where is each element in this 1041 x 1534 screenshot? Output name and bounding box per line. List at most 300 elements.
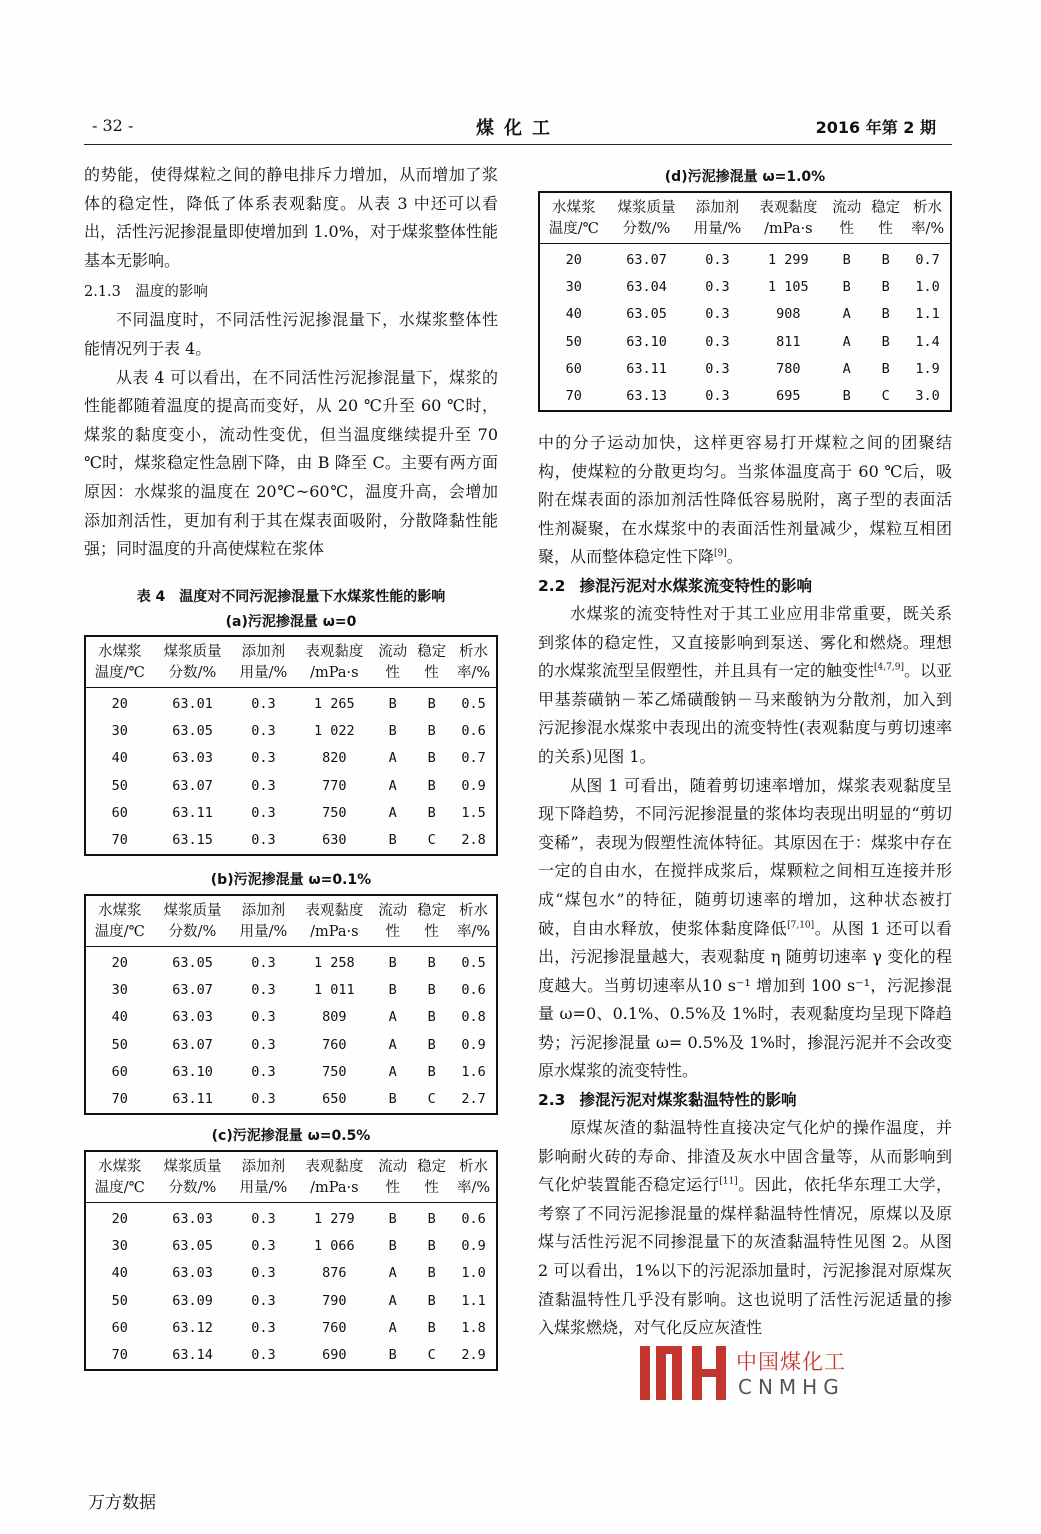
table-row bbox=[85, 1085, 497, 1113]
col-header: 率/% bbox=[451, 922, 497, 947]
col-header: 添加剂 bbox=[695, 200, 740, 216]
table-cell: B bbox=[427, 804, 436, 821]
table-cell: 0.3 bbox=[251, 750, 276, 767]
table-cell: 1 066 bbox=[314, 1237, 355, 1254]
table-cell: 0.5 bbox=[461, 954, 486, 971]
col-header: 用量/% bbox=[231, 922, 295, 947]
table-cell: 650 bbox=[322, 1091, 347, 1108]
col-header: 温度/℃ bbox=[85, 1178, 154, 1203]
table-cell: B bbox=[388, 1347, 397, 1364]
wanfang-watermark: 万方数据 bbox=[88, 1493, 156, 1513]
table-cell: 0.3 bbox=[251, 1091, 276, 1108]
table4a-title: (a)污泥掺混量 ω=0 bbox=[225, 614, 357, 630]
table-cell: 0.3 bbox=[705, 306, 730, 323]
col-header: 用量/% bbox=[685, 219, 749, 244]
table-cell: B bbox=[427, 777, 436, 794]
table-cell: 750 bbox=[322, 1063, 347, 1080]
table-cell: 0.3 bbox=[251, 722, 276, 739]
table-cell: 70 bbox=[111, 1091, 128, 1108]
table-cell: B bbox=[388, 981, 397, 998]
table-row bbox=[85, 717, 497, 744]
table-cell: 0.3 bbox=[251, 1319, 276, 1336]
table-cell: 40 bbox=[111, 1265, 128, 1282]
col-header: 流动 bbox=[378, 1159, 408, 1175]
table-cell: 20 bbox=[111, 1210, 128, 1227]
table-cell: 1.1 bbox=[461, 1292, 486, 1309]
table-cell: B bbox=[842, 278, 851, 295]
table-header-row bbox=[539, 192, 951, 219]
table-cell: 30 bbox=[111, 722, 128, 739]
table-row bbox=[85, 1232, 497, 1259]
col-header: 煤浆质量 bbox=[163, 644, 222, 660]
col-header: 率/% bbox=[451, 663, 497, 688]
table-cell: A bbox=[388, 750, 397, 767]
table-cell: 0.7 bbox=[461, 750, 486, 767]
col-header: 流动 bbox=[832, 200, 862, 216]
col-header: 稳定 bbox=[417, 644, 447, 660]
table-cell: 820 bbox=[322, 750, 347, 767]
table-body bbox=[85, 1203, 497, 1370]
table-cell: 63.05 bbox=[172, 1237, 213, 1254]
table-cell: 1.4 bbox=[915, 333, 940, 350]
cnmhg-logo bbox=[638, 1342, 848, 1404]
col-header: 性 bbox=[412, 922, 451, 947]
col-header: 水煤浆 bbox=[98, 644, 142, 660]
table-cell: 0.3 bbox=[251, 1036, 276, 1053]
col-header: 性 bbox=[373, 663, 412, 688]
table-cell: 0.3 bbox=[251, 1265, 276, 1282]
table-cell: 0.3 bbox=[251, 1292, 276, 1309]
citation: [4,7,9] bbox=[874, 662, 904, 673]
col-header: 分数/% bbox=[154, 922, 232, 947]
table-cell: B bbox=[388, 722, 397, 739]
table4a-block bbox=[84, 611, 498, 856]
table-cell: B bbox=[842, 251, 851, 268]
table-row bbox=[85, 1314, 497, 1341]
table-cell: 63.05 bbox=[172, 954, 213, 971]
left-paragraph-2: 不同温度时，不同活性污泥掺混量下，水煤浆整体性能情况列于表 4。 bbox=[84, 310, 498, 358]
text-run: 原煤灰渣的黏温特性直接决定气化炉的操作温度，并影响耐火砖的寿命、排渣及灰水中固含量等，从而影响到气化炉装置能否稳定运行 bbox=[538, 1118, 952, 1195]
col-header: 煤浆质量 bbox=[163, 903, 222, 919]
table-row bbox=[85, 1203, 497, 1233]
col-header: 温度/℃ bbox=[539, 219, 608, 244]
table-cell: 0.6 bbox=[461, 1210, 486, 1227]
table-row bbox=[85, 976, 497, 1003]
table-cell: 63.07 bbox=[172, 981, 213, 998]
table-cell: A bbox=[388, 1265, 397, 1282]
table-cell: 0.3 bbox=[705, 333, 730, 350]
col-header: 水煤浆 bbox=[552, 200, 596, 216]
table-cell: 0.3 bbox=[251, 1347, 276, 1364]
table-cell: 70 bbox=[111, 832, 128, 849]
table-cell: 63.03 bbox=[172, 1009, 213, 1026]
table-cell: 0.3 bbox=[251, 695, 276, 712]
table-cell: 2.7 bbox=[461, 1091, 486, 1108]
col-header: 温度/℃ bbox=[85, 922, 154, 947]
table4c-block bbox=[84, 1125, 498, 1371]
issue-label: 2016 年第 2 期 bbox=[815, 118, 936, 137]
table-header-row bbox=[85, 895, 497, 922]
table-cell: 0.6 bbox=[461, 722, 486, 739]
table-cell: 63.05 bbox=[172, 722, 213, 739]
col-header: 分数/% bbox=[154, 1178, 232, 1203]
table-cell: C bbox=[427, 1091, 436, 1108]
table-cell: 20 bbox=[111, 695, 128, 712]
table-cell: 20 bbox=[111, 954, 128, 971]
table-cell: 630 bbox=[322, 832, 347, 849]
table-cell: 0.3 bbox=[251, 1210, 276, 1227]
col-header: 表观黏度 bbox=[305, 1159, 364, 1175]
table-cell: A bbox=[842, 333, 851, 350]
table4d-block bbox=[538, 166, 952, 412]
section-2-1-3-heading: 2.1.3 温度的影响 bbox=[84, 284, 208, 301]
citation: [9] bbox=[714, 549, 727, 560]
table-cell: 63.03 bbox=[172, 1210, 213, 1227]
table-cell: B bbox=[881, 360, 890, 377]
table-cell: B bbox=[427, 695, 436, 712]
table-cell: 0.3 bbox=[251, 1237, 276, 1254]
table-cell: 50 bbox=[565, 333, 582, 350]
col-header: 表观黏度 bbox=[305, 903, 364, 919]
table4-caption-block bbox=[84, 586, 498, 606]
col-header: 稳定 bbox=[417, 903, 447, 919]
col-header: 析水 bbox=[459, 903, 489, 919]
table-cell: 63.07 bbox=[172, 1036, 213, 1053]
table-cell: A bbox=[388, 804, 397, 821]
col-header: 分数/% bbox=[608, 219, 686, 244]
table-row bbox=[85, 1058, 497, 1085]
table-cell: B bbox=[427, 1009, 436, 1026]
col-header: 水煤浆 bbox=[98, 1159, 142, 1175]
table-cell: 20 bbox=[565, 251, 582, 268]
table-cell: C bbox=[427, 1347, 436, 1364]
table-cell: A bbox=[388, 1319, 397, 1336]
col-header: 性 bbox=[373, 922, 412, 947]
table-cell: 809 bbox=[322, 1009, 347, 1026]
table-header-row bbox=[85, 636, 497, 663]
col-header: 流动 bbox=[378, 644, 408, 660]
col-header: 析水 bbox=[459, 1159, 489, 1175]
table-cell: A bbox=[388, 777, 397, 794]
col-header: /mPa·s bbox=[749, 219, 827, 244]
section-2-3-heading bbox=[538, 1086, 952, 1114]
text-run: 。 bbox=[726, 547, 743, 567]
table-cell: B bbox=[427, 750, 436, 767]
table-cell: 0.9 bbox=[461, 1036, 486, 1053]
table-row bbox=[85, 947, 497, 977]
table-cell: 2.8 bbox=[461, 832, 486, 849]
col-header: 用量/% bbox=[231, 1178, 295, 1203]
col-header: 表观黏度 bbox=[305, 644, 364, 660]
table-cell: B bbox=[881, 251, 890, 268]
table-cell: 63.14 bbox=[172, 1347, 213, 1364]
col-header: 性 bbox=[866, 219, 905, 244]
table-row bbox=[539, 382, 951, 410]
table-cell: 63.12 bbox=[172, 1319, 213, 1336]
table-cell: 40 bbox=[111, 750, 128, 767]
table-cell: 63.01 bbox=[172, 695, 213, 712]
running-header bbox=[84, 112, 952, 142]
table-header-row bbox=[85, 922, 497, 947]
col-header: 添加剂 bbox=[241, 1159, 286, 1175]
table-body bbox=[85, 688, 497, 855]
table-cell: 63.10 bbox=[626, 333, 667, 350]
table-cell: 40 bbox=[565, 306, 582, 323]
col-header: 流动 bbox=[378, 903, 408, 919]
table-cell: 1.0 bbox=[461, 1265, 486, 1282]
table4c bbox=[84, 1150, 498, 1371]
table-cell: B bbox=[881, 278, 890, 295]
table-row bbox=[85, 745, 497, 772]
col-header: 率/% bbox=[451, 1178, 497, 1203]
table-cell: A bbox=[388, 1063, 397, 1080]
table-cell: B bbox=[881, 306, 890, 323]
table-cell: 3.0 bbox=[915, 388, 940, 405]
table-cell: 70 bbox=[565, 388, 582, 405]
page-number: - 32 - bbox=[92, 116, 134, 135]
table-row bbox=[85, 1260, 497, 1287]
col-header: 析水 bbox=[459, 644, 489, 660]
right-paragraph-4 bbox=[538, 1114, 952, 1343]
header-rule bbox=[84, 144, 952, 145]
col-header: 性 bbox=[373, 1178, 412, 1203]
col-header: 水煤浆 bbox=[98, 903, 142, 919]
table-cell: 50 bbox=[111, 1036, 128, 1053]
table-cell: 1.5 bbox=[461, 804, 486, 821]
section-2-2-heading bbox=[538, 572, 952, 600]
journal-title: 煤化工 bbox=[476, 118, 560, 139]
table-cell: B bbox=[842, 388, 851, 405]
text-run: 水煤浆的流变特性对于其工业应用非常重要，既关系到浆体的稳定性，又直接影响到泵送、雾化和燃烧。理想的水煤浆流型呈假塑性，并且具有一定的触变性 bbox=[538, 603, 952, 681]
table-cell: B bbox=[427, 1237, 436, 1254]
table-cell: 50 bbox=[111, 1292, 128, 1309]
table-cell: B bbox=[388, 1210, 397, 1227]
table-cell: 780 bbox=[776, 360, 801, 377]
text-run: 。从图 1 还可以看出，污泥掺混量越大，表观黏度 η 随剪切速率 γ 变化的程度越大。当剪切速率从10 s⁻¹ 增加到 100 s⁻¹，污泥掺混量 ω=0、0.1%、0.5%及 1%时，表观黏度均呈现下降趋势；污泥掺混量 ω= 0.5%及 1%时，掺混污泥并不会改变原水煤浆的流变特性。 bbox=[538, 918, 952, 1081]
right-paragraph-2 bbox=[538, 600, 952, 772]
table-cell: B bbox=[388, 832, 397, 849]
table-cell: 1 299 bbox=[768, 251, 809, 268]
table-cell: 40 bbox=[111, 1009, 128, 1026]
table-cell: 1 279 bbox=[314, 1210, 355, 1227]
table4a bbox=[84, 635, 498, 856]
table-cell: 60 bbox=[111, 804, 128, 821]
table-cell: B bbox=[427, 1292, 436, 1309]
table-cell: 0.3 bbox=[705, 251, 730, 268]
table-cell: 63.09 bbox=[172, 1292, 213, 1309]
table-cell: 0.3 bbox=[705, 360, 730, 377]
table-cell: 63.11 bbox=[172, 1091, 213, 1108]
table-cell: 0.9 bbox=[461, 1237, 486, 1254]
table-cell: 908 bbox=[776, 306, 801, 323]
table-cell: B bbox=[427, 1210, 436, 1227]
table-cell: C bbox=[427, 832, 436, 849]
table-cell: 70 bbox=[111, 1347, 128, 1364]
table-cell: 63.07 bbox=[626, 251, 667, 268]
table-cell: 0.3 bbox=[705, 388, 730, 405]
table-cell: B bbox=[427, 1063, 436, 1080]
table4b-title: (b)污泥掺混量 ω=0.1% bbox=[210, 872, 372, 888]
table-cell: 760 bbox=[322, 1319, 347, 1336]
logo-chinese-name: 中国煤化工 bbox=[736, 1350, 846, 1374]
table-cell: 60 bbox=[111, 1063, 128, 1080]
col-header: 温度/℃ bbox=[85, 663, 154, 688]
table-cell: 790 bbox=[322, 1292, 347, 1309]
table-header-row bbox=[539, 219, 951, 244]
logo-english-name: CNMHG bbox=[738, 1375, 845, 1399]
table-body bbox=[539, 244, 951, 411]
table-row bbox=[539, 244, 951, 274]
table-cell: A bbox=[388, 1036, 397, 1053]
table-cell: B bbox=[388, 1237, 397, 1254]
table-row bbox=[85, 772, 497, 799]
table-cell: 1 265 bbox=[314, 695, 355, 712]
table-header-row bbox=[85, 1178, 497, 1203]
table-cell: B bbox=[427, 1265, 436, 1282]
table4d bbox=[538, 191, 952, 412]
table-cell: 1.0 bbox=[915, 278, 940, 295]
citation: [7,10] bbox=[787, 920, 815, 931]
table-cell: 695 bbox=[776, 388, 801, 405]
table-body bbox=[85, 947, 497, 1114]
col-header: 煤浆质量 bbox=[617, 200, 676, 216]
col-header: 稳定 bbox=[417, 1159, 447, 1175]
table-cell: B bbox=[388, 1091, 397, 1108]
left-column bbox=[84, 161, 498, 564]
table-cell: 1 011 bbox=[314, 981, 355, 998]
left-paragraph-1: 的势能，使得煤粒之间的静电排斥力增加，从而增加了浆体的稳定性，降低了体系表观黏度。从表 3 中还可以看出，活性污泥掺混量即使增加到 1.0%，对于煤浆整体性能基本无影响。 bbox=[84, 165, 498, 270]
col-header: 用量/% bbox=[231, 663, 295, 688]
table-cell: 1.6 bbox=[461, 1063, 486, 1080]
text-run: 。以亚甲基萘磺钠－苯乙烯磺酸钠－马来酸钠为分散剂，加入到污泥掺混水煤浆中表现出的流变特性(表观黏度与剪切速率的关系)见图 1。 bbox=[538, 661, 952, 766]
table-cell: B bbox=[427, 981, 436, 998]
table4b bbox=[84, 894, 498, 1115]
text-run: 中的分子运动加快，这样更容易打开煤粒之间的团聚结构，使煤粒的分散更均匀。当浆体温度高于 60 ℃后，吸附在煤表面的添加剂活性降低容易脱附，离子型的表面活性剂凝聚，在水煤浆中的表面活性剂量减少，煤粒互相团聚，从而整体稳定性下降 bbox=[538, 433, 952, 567]
table-cell: 0.3 bbox=[251, 1063, 276, 1080]
section-number: 2.2 bbox=[538, 576, 566, 595]
col-header: 性 bbox=[412, 1178, 451, 1203]
citation: [11] bbox=[719, 1176, 738, 1187]
table-row bbox=[85, 1341, 497, 1369]
table-cell: 690 bbox=[322, 1347, 347, 1364]
table-cell: B bbox=[427, 954, 436, 971]
section-title: 掺混污泥对水煤浆流变特性的影响 bbox=[579, 576, 812, 595]
table-cell: 60 bbox=[565, 360, 582, 377]
col-header: 性 bbox=[412, 663, 451, 688]
table-cell: 63.04 bbox=[626, 278, 667, 295]
col-header: 表观黏度 bbox=[759, 200, 818, 216]
col-header: 添加剂 bbox=[241, 903, 286, 919]
table-cell: 0.5 bbox=[461, 695, 486, 712]
table-cell: 1 105 bbox=[768, 278, 809, 295]
table-row bbox=[85, 1031, 497, 1058]
cnmhg-logo-mark-icon bbox=[638, 1342, 730, 1402]
table-cell: 811 bbox=[776, 333, 801, 350]
table-cell: 63.03 bbox=[172, 750, 213, 767]
table-cell: B bbox=[427, 722, 436, 739]
col-header: /mPa·s bbox=[295, 922, 373, 947]
table-cell: 1.8 bbox=[461, 1319, 486, 1336]
table-cell: 63.11 bbox=[172, 804, 213, 821]
table4-caption: 表 4 温度对不同污泥掺混量下水煤浆性能的影响 bbox=[136, 589, 446, 605]
table-cell: 63.10 bbox=[172, 1063, 213, 1080]
table-row bbox=[539, 328, 951, 355]
table-cell: 0.3 bbox=[251, 832, 276, 849]
col-header: 分数/% bbox=[154, 663, 232, 688]
table-cell: B bbox=[881, 333, 890, 350]
table-header-row bbox=[85, 1151, 497, 1178]
table-cell: A bbox=[842, 306, 851, 323]
table-cell: 63.03 bbox=[172, 1265, 213, 1282]
col-header: 稳定 bbox=[871, 200, 901, 216]
table-cell: A bbox=[842, 360, 851, 377]
right-paragraph-3 bbox=[538, 772, 952, 1087]
table-row bbox=[539, 355, 951, 382]
table-cell: 0.3 bbox=[705, 278, 730, 295]
table-cell: 30 bbox=[111, 981, 128, 998]
table-cell: 876 bbox=[322, 1265, 347, 1282]
table-cell: 63.15 bbox=[172, 832, 213, 849]
table-cell: 0.9 bbox=[461, 777, 486, 794]
table-header-row bbox=[85, 663, 497, 688]
right-paragraph-1 bbox=[538, 429, 952, 572]
table4d-title: (d)污泥掺混量 ω=1.0% bbox=[664, 169, 826, 185]
text-run: 。因此，依托华东理工大学，考察了不同污泥掺混量的煤样黏温特性情况，原煤以及原煤与活性污泥不同掺混量下的灰渣黏温特性见图 2。从图 2 可以看出，1%以下的污泥添加量时，污泥掺混对原煤灰渣黏温特性几乎没有影响。这也说明了活性污泥适量的掺入煤浆燃烧，对气化反应灰渣性 bbox=[538, 1175, 952, 1338]
table-cell: 30 bbox=[111, 1237, 128, 1254]
table-cell: 0.3 bbox=[251, 954, 276, 971]
table-row bbox=[85, 826, 497, 854]
table4c-title: (c)污泥掺混量 ω=0.5% bbox=[211, 1128, 371, 1144]
col-header: 率/% bbox=[905, 219, 951, 244]
table-cell: 0.3 bbox=[251, 981, 276, 998]
section-title: 掺混污泥对煤浆黏温特性的影响 bbox=[579, 1091, 797, 1110]
table-cell: 2.9 bbox=[461, 1347, 486, 1364]
table-cell: 760 bbox=[322, 1036, 347, 1053]
col-header: 添加剂 bbox=[241, 644, 286, 660]
text-run: 从图 1 可看出，随着剪切速率增加，煤浆表观黏度呈现下降趋势，不同污泥掺混量的浆体均表现出明显的“剪切变稀”，表现为假塑性流体特征。其原因在于：煤浆中存在一定的自由水，在搅拌成浆后，煤颗粒之间相互连接并形成“煤包水”的特征，随剪切速率的增加，这种状态被打破，自由水释放，使浆体黏度降低 bbox=[538, 775, 952, 938]
table-cell: 63.11 bbox=[626, 360, 667, 377]
table-row bbox=[85, 688, 497, 718]
table-row bbox=[539, 301, 951, 328]
table4b-block bbox=[84, 869, 498, 1115]
table-cell: 1.9 bbox=[915, 360, 940, 377]
section-number: 2.3 bbox=[538, 1091, 566, 1110]
table-cell: 63.05 bbox=[626, 306, 667, 323]
table-row bbox=[85, 1287, 497, 1314]
table-cell: B bbox=[388, 954, 397, 971]
table-cell: B bbox=[427, 1319, 436, 1336]
table-cell: 770 bbox=[322, 777, 347, 794]
table-cell: 0.3 bbox=[251, 1009, 276, 1026]
table-cell: 30 bbox=[565, 278, 582, 295]
table-cell: 0.8 bbox=[461, 1009, 486, 1026]
col-header: 煤浆质量 bbox=[163, 1159, 222, 1175]
col-header: /mPa·s bbox=[295, 1178, 373, 1203]
table-cell: C bbox=[881, 388, 890, 405]
table-cell: 0.3 bbox=[251, 804, 276, 821]
table-cell: 1.1 bbox=[915, 306, 940, 323]
col-header: 析水 bbox=[913, 200, 943, 216]
col-header: 性 bbox=[827, 219, 866, 244]
table-cell: 1 258 bbox=[314, 954, 355, 971]
table-cell: 750 bbox=[322, 804, 347, 821]
left-paragraph-3: 从表 4 可以看出，在不同活性污泥掺混量下，煤浆的性能都随着温度的提高而变好，从 20 ℃升至 60 ℃时，煤浆的黏度变小，流动性变优，但当温度继续提升至 70 ℃时，煤浆稳定性急剧下降，由 B 降至 C。主要有两方面原因：水煤浆的温度在 20℃~60℃，温度升高，会增加添加剂活性，更加有利于其在煤表面吸附，分散降黏性能强；同时温度的升高使煤粒在浆体 bbox=[84, 367, 498, 559]
table-cell: 1 022 bbox=[314, 722, 355, 739]
table-cell: A bbox=[388, 1009, 397, 1026]
table-cell: A bbox=[388, 1292, 397, 1309]
table-cell: 63.07 bbox=[172, 777, 213, 794]
table-row bbox=[85, 1004, 497, 1031]
